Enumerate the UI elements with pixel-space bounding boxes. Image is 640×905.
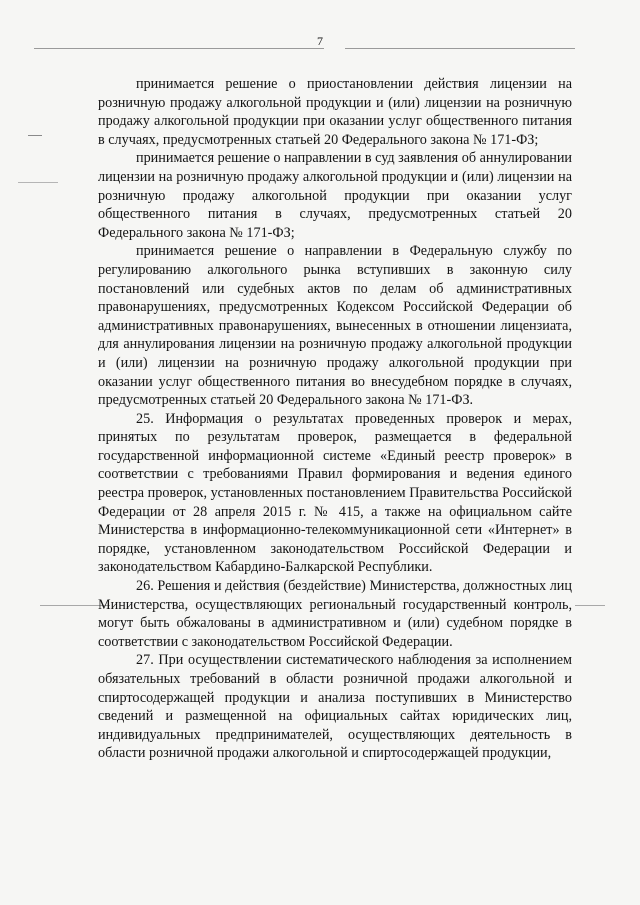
scan-dash-left-1 xyxy=(28,135,42,136)
paragraph-court-annulment: принимается решение о направлении в суд заявления об аннулировании лицензии на розничную продажу алкогольной продукции и (или) лицензии на розничную продажу алкогольной продукции при оказании услуг общественного питания в случаях, предусмотренных статьей 20 Федерального закона № 171-ФЗ; xyxy=(98,150,573,241)
paragraph-26: 26. Решения и действия (бездействие) Министерства, должностных лиц Министерства, осуществляющих региональный государственный контроль, могут быть обжалованы в административном и (или) судебном порядке в соответствии с законодательством Российской Федерации. xyxy=(98,578,572,650)
paragraph-27: 27. При осуществлении систематического наблюдения за исполнением обязательных требований в области розничной продажи алкогольной и спиртосодержащей продукции и анализа поступивших в Министерство сведений и размещенной на официальных сайтах юридических лиц, индивидуальных предпринимателей, осуществляющих деятельность в области розничной продажи алкогольной и спиртосодержащей продукции, xyxy=(98,652,572,762)
scan-dash-left-2 xyxy=(18,182,58,183)
page-number: 7 xyxy=(317,34,323,48)
document-body xyxy=(98,75,572,763)
paragraph-federal-service: принимается решение о направлении в Федеральную службу по регулированию алкогольного рынка вступивших в законную силу постановлений или судебных актов по делам об административных правонарушениях, предусмотренных Кодексом Российской Федерации об административных правонарушениях, вынесенных в отношении лицензиата, для аннулирования лицензии на розничную продажу алкогольной продукции и (или) лицензии на розничную продажу алкогольной продукции при оказании услуг общественного питания во внесудебном порядке в случаях, предусмотренных статьей 20 Федерального закона № 171-ФЗ. xyxy=(98,243,572,409)
paragraph-25: 25. Информация о результатах проведенных проверок и мерах, принятых по результатам проверок, размещается в федеральной государственной информационной системе «Единый реестр проверок» в соответствии с требованиями Правил формирования и ведения единого реестра проверок, установленных постановлением Правительства Российской Федерации от 28 апреля 2015 г. № 415, а также на официальном сайте Министерства в информационно-телекоммуникационной сети «Интернет» в порядке, установленном законодательством Российской Федерации и законодательством Кабардино-Балкарской Республики. xyxy=(98,410,572,576)
scan-line-top xyxy=(34,48,324,49)
scan-dash-right xyxy=(575,605,605,606)
paragraph-suspension-decision: принимается решение о приостановлении действия лицензии на розничную продажу алкогольной продукции и (или) лицензии на розничную продажу алкогольной продукции при оказании услуг общественного питания в случаях, предусмотренных статьей 20 Федерального закона № 171-ФЗ; xyxy=(98,76,572,148)
scan-line-top-right xyxy=(345,48,575,49)
